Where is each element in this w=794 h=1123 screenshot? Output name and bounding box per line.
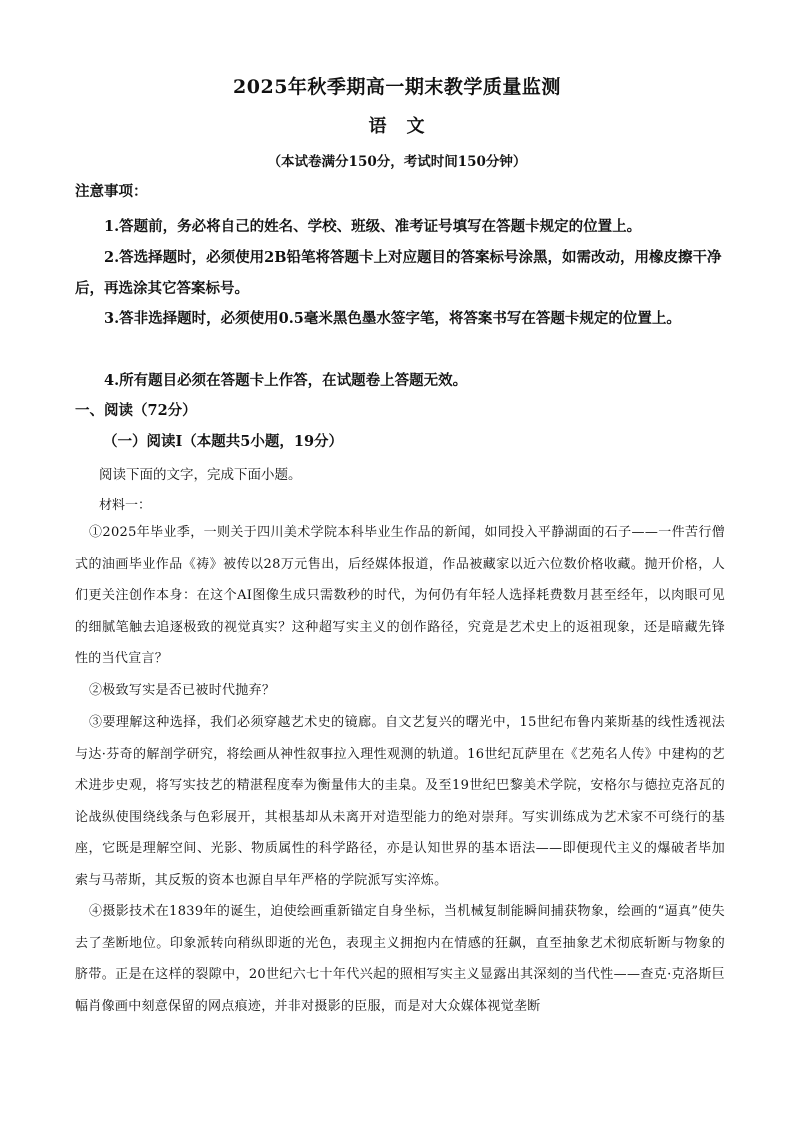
section-title: 一、阅读（72分） [75,402,197,419]
exam-title: 2025年秋季期高一期末教学质量监测 [233,76,561,98]
paragraph-3: ③要理解这种选择，我们必须穿越艺术史的镜廊。自文艺复兴的曙光中，15世纪布鲁内莱斯基的线性透视法与达·芬奇的解剖学研究，将绘画从神性叙事拉入理性观测的轨道。16世纪瓦萨里在《艺苑名人传》中建构的艺术进步史观，将写实技艺的精湛程度奉为衡量伟大的圭臬。及至19世纪巴黎美术学院，安格尔与德拉克洛瓦的论战纵使围绕线条与色彩展开，其根基却从未离开对造型能力的绝对崇拜。写实训练成为艺术家不可绕行的基座，它既是理解空间、光影、物质属性的科学路径，亦是认知世界的基本语法——即便现代主义的爆破者毕加索与马蒂斯，其反叛的资本也源自早年严格的学院派写实淬炼。 [75,715,725,888]
paragraph-1: ①2025年毕业季，一则关于四川美术学院本科毕业生作品的新闻，如同投入平静湖面的石子——一件苦行僧式的油画毕业作品《祷》被传以28万元售出，后经媒体报道，作品被藏家以近六位数价格收藏。抛开价格，人们更关注创作本身：在这个AI图像生成只需数秒的时代，为何仍有年轻人选择耗费数月甚至经年，以肉眼可见的细腻笔触去追逐极致的视觉真实？这种超写实主义的创作路径，究竟是艺术史上的返祖现象，还是暗藏先锋性的当代宣言？ [75,525,725,666]
paragraph-4: ④摄影技术在1839年的诞生，迫使绘画重新锚定自身坐标，当机械复制能瞬间捕获物象，绘画的“逼真”使失去了垄断地位。印象派转向稍纵即逝的光色，表现主义拥抱内在情感的狂飙，直至抽象艺术彻底斩断与物象的脐带。正是在这样的裂隙中，20世纪六七十年代兴起的照相写实主义显露出其深刻的当代性——查克·克洛斯巨幅肖像画中刻意保留的网点痕迹，并非对摄影的臣服，而是对大众媒体视觉垄断 [75,904,725,1014]
instruction-text: 阅读下面的文字，完成下面小题。 [99,467,302,483]
note-item-4: 4.所有题目必须在答题卡上作答，在试题卷上答题无效。 [104,372,468,389]
exam-info: （本试卷满分150分，考试时间150分钟） [267,154,527,170]
note-item-1: 1.答题前，务必将自己的姓名、学校、班级、准考证号填写在答题卡规定的位置上。 [104,218,642,235]
material-label: 材料一： [99,498,152,513]
subsection-title: （一）阅读Ⅰ（本题共5小题，19分） [103,433,344,450]
subject-title: 语 文 [368,116,426,137]
note-item-2: 2.答选择题时，必须使用2B铅笔将答题卡上对应题目的答案标号涂黑，如需改动，用橡皮擦干净后，再选涂其它答案标号。 [75,249,722,297]
notes-heading: 注意事项： [75,183,148,200]
note-item-3: 3.答非选择题时，必须使用0.5毫米黑色墨水签字笔，将答案书写在答题卡规定的位置上。 [104,310,681,327]
paragraph-2: ②极致写实是否已被时代抛弃？ [89,683,276,698]
